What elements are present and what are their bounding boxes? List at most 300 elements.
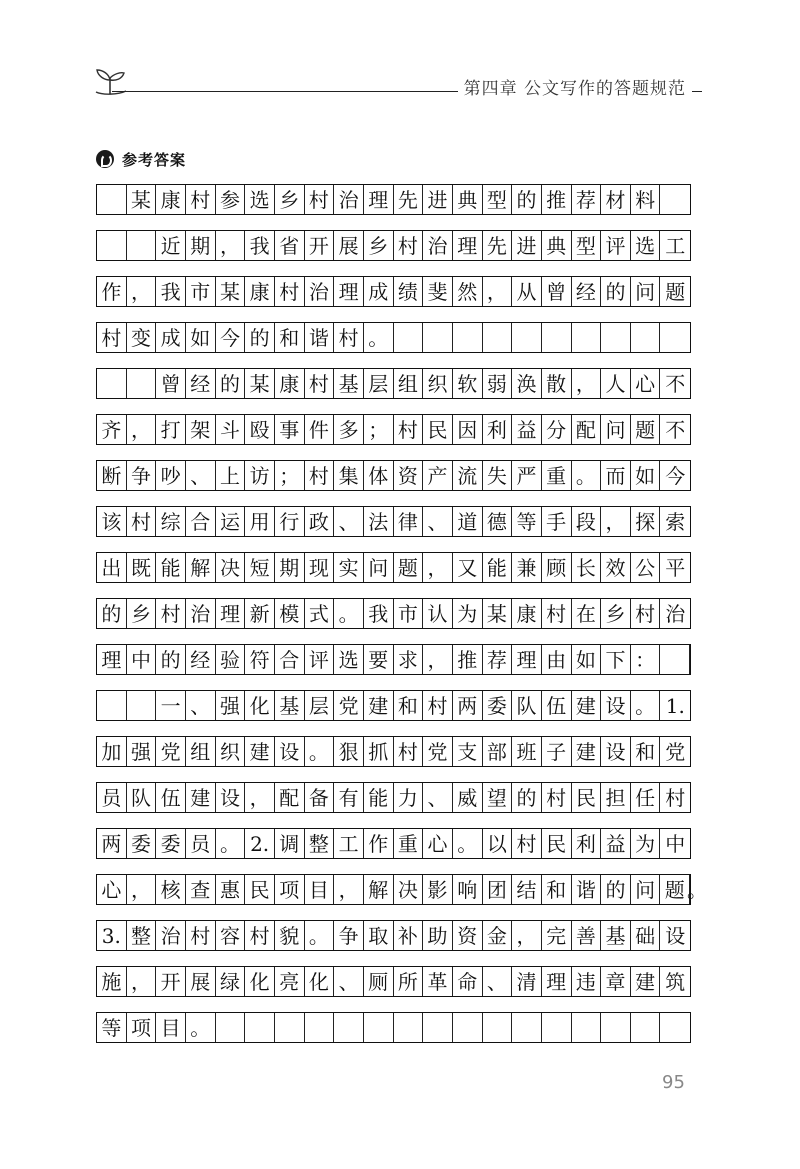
grid-cell: 和 [542,875,572,904]
grid-cell: 两 [97,829,127,858]
grid-cell: 益 [601,829,631,858]
grid-cell: 工 [665,233,686,258]
grid-cell [245,1013,275,1042]
grid-cell: 由 [542,645,572,674]
grid-cell: 心 [423,829,453,858]
grid-cell: 层 [364,369,394,398]
grid-cell: 争 [127,461,157,490]
grid-cell: 金 [483,921,513,950]
page-number: 95 [662,1072,685,1093]
grid-cell: 作 [364,829,394,858]
grid-cell: 威 [453,783,483,812]
grid-cell: 心 [631,369,661,398]
grid-cell: 村 [631,599,661,628]
grid-cell: 如 [631,461,661,490]
grid-cell [660,185,690,214]
grid-cell: 村 [97,323,127,352]
grid-cell: 选 [245,185,275,214]
grid-row [96,874,707,905]
grid-cell: 村 [305,185,335,214]
grid-cell: 容 [216,921,246,950]
grid-cell: ， [245,783,275,812]
grid-cell: 织 [423,369,453,398]
grid-cell: 理 [512,645,542,674]
grid-cell: 队 [127,783,157,812]
grid-cell: 先 [483,231,513,260]
grid-cell: 今 [665,463,686,488]
grid-cell: ， [423,553,453,582]
grid-cell: 的 [97,599,127,628]
grid-cell: 强 [216,691,246,720]
grid-cell: 行 [275,507,305,536]
grid-cell: 如 [572,645,602,674]
grid-row [96,598,691,629]
grid-cell [97,369,127,398]
grid-cell: 成 [156,323,186,352]
grid-row [96,414,691,445]
grid-cell [601,323,631,352]
grid-cell: 3. [97,921,127,950]
grid-cell: 任 [631,783,661,812]
grid-cell: 治 [334,185,364,214]
grid-cell: 决 [216,553,246,582]
grid-cell: 部 [483,737,513,766]
grid-cell: 作 [97,277,127,306]
grid-cell: 力 [394,783,424,812]
grid-cell: 谐 [572,875,602,904]
grid-cell: 又 [453,553,483,582]
grid-cell: 解 [364,875,394,904]
grid-cell: 下 [601,645,631,674]
grid-cell: 。 [305,737,335,766]
grid-cell: 心 [97,875,127,904]
grid-cell: 建 [245,737,275,766]
grid-cell: 道 [453,507,483,536]
grid-cell: 村 [186,921,216,950]
grid-cell: 、 [423,507,453,536]
grid-cell: 型 [572,231,602,260]
grid-cell: 2. [245,829,275,858]
grid-cell: 变 [127,323,157,352]
grid-cell: 理 [542,967,572,996]
grid-cell: 核 [156,875,186,904]
grid-cell: 强 [127,737,157,766]
grid-cell [394,1013,424,1042]
grid-cell: 效 [601,553,631,582]
grid-cell: 担 [601,783,631,812]
grid-cell: 。 [305,921,335,950]
grid-cell: 架 [186,415,216,444]
grid-row [96,552,691,583]
grid-cell: 公 [631,553,661,582]
grid-cell [127,691,157,720]
grid-cell: 委 [156,829,186,858]
grid-row [96,322,691,353]
grid-cell: 、 [483,967,513,996]
grid-cell: 开 [156,967,186,996]
grid-cell [660,323,690,352]
grid-cell: 上 [216,461,246,490]
grid-cell: 运 [216,507,246,536]
grid-row [96,230,691,261]
grid-cell: 助 [423,921,453,950]
grid-cell: ； [275,461,305,490]
grid-cell: 民 [572,783,602,812]
grid-cell: 而 [601,461,631,490]
grid-cell: 加 [97,737,127,766]
grid-cell [453,1013,483,1042]
grid-cell: 、 [186,691,216,720]
grid-cell: 整 [305,829,335,858]
grid-cell: 流 [453,461,483,490]
grid-cell: 在 [572,599,602,628]
grid-cell: 以 [483,829,513,858]
grid-cell: 解 [186,553,216,582]
grid-cell: 村 [665,785,686,810]
grid-cell: 人 [601,369,631,398]
grid-cell: 重 [542,461,572,490]
grid-cell: 治 [665,601,686,626]
grid-cell: 的 [245,323,275,352]
grid-cell: 、 [334,967,364,996]
answer-heading [96,148,186,170]
grid-cell [305,1013,335,1042]
grid-cell: 取 [364,921,394,950]
grid-cell: 齐 [97,415,127,444]
grid-cell: 民 [423,415,453,444]
grid-cell: 评 [305,645,335,674]
grid-cell: 符 [245,645,275,674]
grid-cell: 康 [245,277,275,306]
grid-cell: 织 [216,737,246,766]
grid-cell: 工 [334,829,364,858]
grid-cell: 。 [186,1013,216,1042]
grid-cell: 和 [394,691,424,720]
grid-cell: 某 [483,599,513,628]
grid-cell: 经 [186,645,216,674]
grid-cell: 求 [394,645,424,674]
grid-cell: 斐 [423,277,453,306]
grid-cell [423,1013,453,1042]
grid-cell: 某 [245,369,275,398]
grid-cell: 治 [305,277,335,306]
writing-grid [96,184,707,1058]
grid-cell: 断 [97,461,127,490]
grid-cell: 补 [394,921,424,950]
grid-cell: 荐 [483,645,513,674]
grid-cell: 不 [665,371,686,396]
grid-cell: 建 [364,691,394,720]
grid-cell: ； [364,415,394,444]
grid-cell [453,323,483,352]
grid-cell: 要 [364,645,394,674]
grid-cell [572,1013,602,1042]
grid-cell: 涣 [512,369,542,398]
grid-cell: 的 [216,369,246,398]
grid-cell: 村 [512,829,542,858]
grid-cell: 组 [186,737,216,766]
grid-cell: 建 [572,691,602,720]
grid-cell: 选 [631,231,661,260]
grid-cell [127,231,157,260]
grid-cell: 的 [156,645,186,674]
grid-cell [601,1013,631,1042]
grid-cell: 经 [186,369,216,398]
grid-cell: 项 [275,875,305,904]
grid-cell: 某 [127,185,157,214]
grid-cell: 用 [245,507,275,536]
grid-cell: 理 [334,277,364,306]
grid-cell: 曾 [542,277,572,306]
grid-cell: 段 [572,507,602,536]
grid-cell: 新 [245,599,275,628]
grid-cell: 的 [512,783,542,812]
grid-cell: 问 [631,277,661,306]
grid-cell: 理 [216,599,246,628]
grid-cell: 目 [305,875,335,904]
grid-cell: 化 [245,967,275,996]
grid-cell: 体 [364,461,394,490]
grid-row [96,690,691,721]
grid-cell: 治 [156,921,186,950]
grid-cell [483,323,513,352]
grid-cell: 能 [483,553,513,582]
grid-cell: 设 [601,737,631,766]
grid-cell: 村 [334,323,364,352]
grid-row [96,920,691,951]
grid-cell: 模 [275,599,305,628]
grid-cell: 一 [156,691,186,720]
grid-cell: 理 [453,231,483,260]
grid-cell: 康 [156,185,186,214]
sprout-icon [92,64,128,100]
grid-cell: 村 [394,231,424,260]
grid-cell: 础 [631,921,661,950]
answer-heading-text: 参考答案 [122,150,187,169]
grid-cell [97,231,127,260]
grid-cell: 治 [423,231,453,260]
grid-cell: ， [601,507,631,536]
grid-cell: 。 [364,323,394,352]
grid-cell: 等 [512,507,542,536]
grid-cell [542,1013,572,1042]
grid-cell: 、 [423,783,453,812]
grid-cell [483,1013,513,1042]
grid-cell: ， [127,277,157,306]
grid-cell: ， [483,277,513,306]
grid-cell: 问 [601,415,631,444]
grid-row [96,828,691,859]
grid-cell: 推 [453,645,483,674]
grid-cell: ， [423,645,453,674]
grid-cell: 党 [156,737,186,766]
grid-cell: 村 [305,369,335,398]
grid-cell: 团 [483,875,513,904]
grid-cell [660,645,690,674]
grid-cell: 期 [275,553,305,582]
grid-cell: 某 [216,277,246,306]
grid-cell: 乡 [275,185,305,214]
grid-cell: 员 [97,783,127,812]
grid-cell: 利 [572,829,602,858]
grid-cell: 支 [453,737,483,766]
grid-cell: 严 [512,461,542,490]
grid-cell: 谐 [305,323,335,352]
grid-cell: 貌 [275,921,305,950]
grid-cell: 。 [453,829,483,858]
grid-cell: 理 [364,185,394,214]
grid-cell: 展 [334,231,364,260]
grid-cell: 筑 [665,969,686,994]
grid-cell: 村 [394,415,424,444]
grid-cell: 和 [275,323,305,352]
grid-cell [660,1013,690,1042]
grid-cell: 兼 [512,553,542,582]
grid-cell: 目 [156,1013,186,1042]
grid-cell: 党 [334,691,364,720]
grid-cell: 实 [334,553,364,582]
grid-cell: 抓 [364,737,394,766]
grid-cell: 调 [275,829,305,858]
grid-cell: 能 [156,553,186,582]
grid-cell: 化 [305,967,335,996]
grid-row [96,782,691,813]
grid-cell: ， [127,967,157,996]
grid-cell: 狠 [334,737,364,766]
grid-cell: 先 [394,185,424,214]
grid-cell: 惠 [216,875,246,904]
grid-cell: 所 [394,967,424,996]
grid-cell: 材 [601,185,631,214]
grid-cell: 决 [394,875,424,904]
grid-cell: 资 [394,461,424,490]
grid-cell: 选 [334,645,364,674]
grid-cell: 建 [631,967,661,996]
grid-cell: 的 [601,277,631,306]
grid-cell: 然 [453,277,483,306]
grid-cell: 经 [572,277,602,306]
grid-cell: 推 [542,185,572,214]
grid-cell: 。 [334,599,364,628]
grid-row [96,460,691,491]
grid-cell [394,323,424,352]
grid-row [96,966,691,997]
grid-cell: 乡 [364,231,394,260]
grid-cell: 现 [305,553,335,582]
grid-cell: 认 [423,599,453,628]
grid-cell: 配 [572,415,602,444]
grid-cell: 能 [364,783,394,812]
grid-cell: 典 [542,231,572,260]
grid-cell: 善 [572,921,602,950]
grid-cell: 成 [364,277,394,306]
grid-cell: 为 [453,599,483,628]
grid-cell: 益 [512,415,542,444]
grid-cell: 我 [364,599,394,628]
grid-row [96,184,691,215]
grid-cell: 型 [483,185,513,214]
grid-cell: 不 [665,417,686,442]
grid-cell: 民 [542,829,572,858]
grid-cell: 合 [186,507,216,536]
grid-cell: ： [631,645,661,674]
grid-cell: 村 [127,507,157,536]
grid-cell: 村 [394,737,424,766]
grid-cell: 章 [601,967,631,996]
grid-cell: 近 [156,231,186,260]
grid-cell: 资 [453,921,483,950]
grid-cell: 既 [127,553,157,582]
grid-cell: 进 [512,231,542,260]
grid-cell: 问 [364,553,394,582]
grid-cell: 伍 [156,783,186,812]
grid-cell: 完 [542,921,572,950]
grid-cell: 评 [601,231,631,260]
grid-cell: 党 [665,739,686,764]
grid-cell: 、 [186,461,216,490]
grid-cell: 村 [245,921,275,950]
grid-cell: ， [334,875,364,904]
grid-cell: 出 [97,553,127,582]
grid-cell: 望 [483,783,513,812]
grid-cell: 和 [631,737,661,766]
grid-cell [542,323,572,352]
grid-cell: 综 [156,507,186,536]
grid-cell: 我 [245,231,275,260]
grid-cell: 党 [423,737,453,766]
grid-cell: 斗 [216,415,246,444]
grid-cell: 乡 [601,599,631,628]
grid-cell: 设 [665,923,686,948]
grid-cell: ， [512,921,542,950]
grid-cell: 化 [245,691,275,720]
grid-cell: 题 [660,875,690,904]
grid-cell [512,323,542,352]
grid-cell: 村 [542,599,572,628]
grid-cell: 中 [665,831,686,856]
grid-cell [97,691,127,720]
grid-cell: 开 [305,231,335,260]
grid-cell: 争 [334,921,364,950]
grid-cell: 索 [665,509,686,534]
grid-row [96,644,691,675]
grid-cell: 村 [275,277,305,306]
grid-cell: 基 [334,369,364,398]
grid-cell: 有 [334,783,364,812]
grid-cell: 设 [601,691,631,720]
grid-cell [216,1013,246,1042]
grid-cell: 产 [423,461,453,490]
grid-cell: 散 [542,369,572,398]
grid-cell [334,1013,364,1042]
grid-cell: 弱 [483,369,513,398]
grid-cell [572,323,602,352]
grid-cell: 命 [453,967,483,996]
grid-cell: 顾 [542,553,572,582]
grid-cell: ， [127,875,157,904]
grid-cell: 该 [97,507,127,536]
grid-cell: 吵 [156,461,186,490]
grid-cell: 省 [275,231,305,260]
grid-cell: 村 [305,461,335,490]
grid-cell: 员 [186,829,216,858]
grid-cell: 。 [572,461,602,490]
grid-cell: 备 [305,783,335,812]
grid-cell: 、 [334,507,364,536]
grid-cell: 中 [127,645,157,674]
grid-cell: 康 [512,599,542,628]
grid-cell: 清 [512,967,542,996]
